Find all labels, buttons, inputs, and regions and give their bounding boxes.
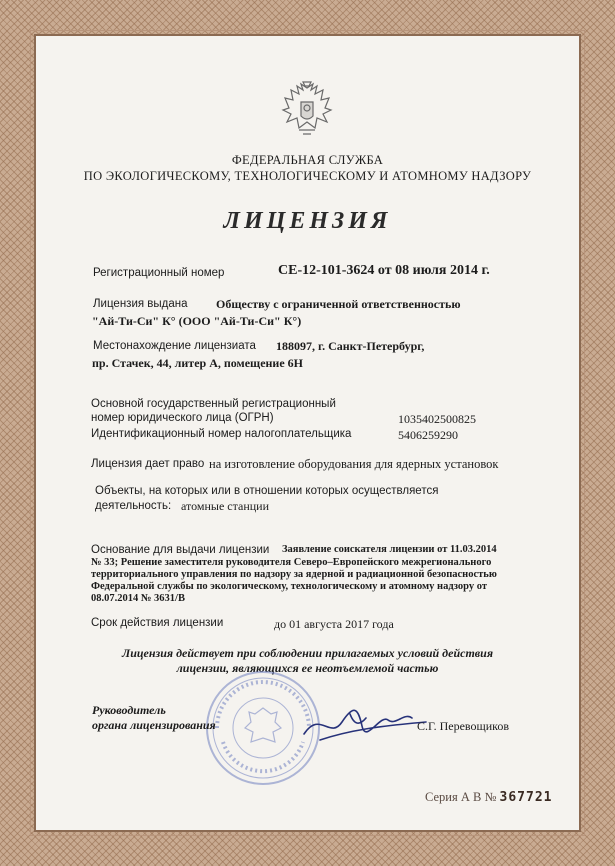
registration-label: Регистрационный номер [93, 267, 225, 279]
head-name: С.Г. Перевощиков [417, 719, 510, 733]
location-line1: 188097, г. Санкт-Петербург, [276, 339, 425, 353]
series-label: Серия А В № [425, 790, 497, 804]
head-title-line1: Руководитель [92, 703, 166, 717]
location-line2: пр. Стачек, 44, литер А, помещение 6Н [92, 356, 304, 370]
validity-note-line2: лицензии, являющихся ее неотъемлемой частью [176, 661, 439, 675]
basis-line2: № 33; Решение заместителя руководителя Северо–Европейского межрегионального [91, 557, 492, 568]
basis-label: Основание для выдачи лицензии [91, 544, 270, 556]
basis-line1: Заявление соискателя лицензии от 11.03.2014 [282, 544, 497, 555]
validity-note-line1: Лицензия действует при соблюдении прилагаемых условий действия [121, 646, 494, 660]
document-title: ЛИЦЕНЗИЯ [223, 208, 392, 234]
license-right-value: на изготовление оборудования для ядерных установок [209, 457, 499, 471]
basis-line3: территориального управления по надзору за ядерной и радиационной безопасностью [91, 569, 497, 580]
registration-number: СЕ-12-101-3624 от 08 июля 2014 г. [278, 263, 490, 278]
issued-to-label: Лицензия выдана [93, 298, 188, 310]
inn-label: Идентификационный номер налогоплательщика [91, 428, 352, 440]
basis-line4: Федеральной службы по экологическому, технологическому и атомному надзору от [91, 581, 488, 592]
signature-icon [300, 700, 430, 750]
ogrn-label-line2: номер юридического лица (ОГРН) [91, 412, 274, 424]
location-label: Местонахождение лицензиата [93, 340, 256, 352]
inn-value: 5406259290 [398, 428, 458, 442]
head-title-line2: органа лицензирования [92, 718, 216, 732]
series-number [425, 790, 553, 805]
basis-line5: 08.07.2014 № 3631/В [91, 593, 185, 604]
ogrn-value: 1035402500825 [398, 412, 476, 426]
licensee-name-line2: "Ай-Ти-Си" К° (ООО "Ай-Ти-Си" К°) [92, 314, 302, 328]
objects-value: атомные станции [181, 499, 270, 513]
objects-label-line1: Объекты, на которых или в отношении которых осуществляется [95, 485, 439, 497]
agency-name-line2: ПО ЭКОЛОГИЧЕСКОМУ, ТЕХНОЛОГИЧЕСКОМУ И АТОМНОМУ НАДЗОРУ [83, 169, 532, 183]
license-right-label: Лицензия дает право [91, 458, 205, 470]
ogrn-label-line1: Основной государственный регистрационный [91, 398, 336, 410]
agency-name-line1: ФЕДЕРАЛЬНАЯ СЛУЖБА [231, 153, 384, 167]
coat-of-arms-icon [275, 78, 339, 142]
licensee-name-line1: Обществу с ограниченной ответственностью [216, 297, 461, 311]
series-value: 367721 [499, 790, 553, 805]
objects-label-line2: деятельность: [95, 500, 172, 512]
term-label: Срок действия лицензии [91, 617, 224, 629]
term-value: до 01 августа 2017 года [274, 617, 394, 631]
